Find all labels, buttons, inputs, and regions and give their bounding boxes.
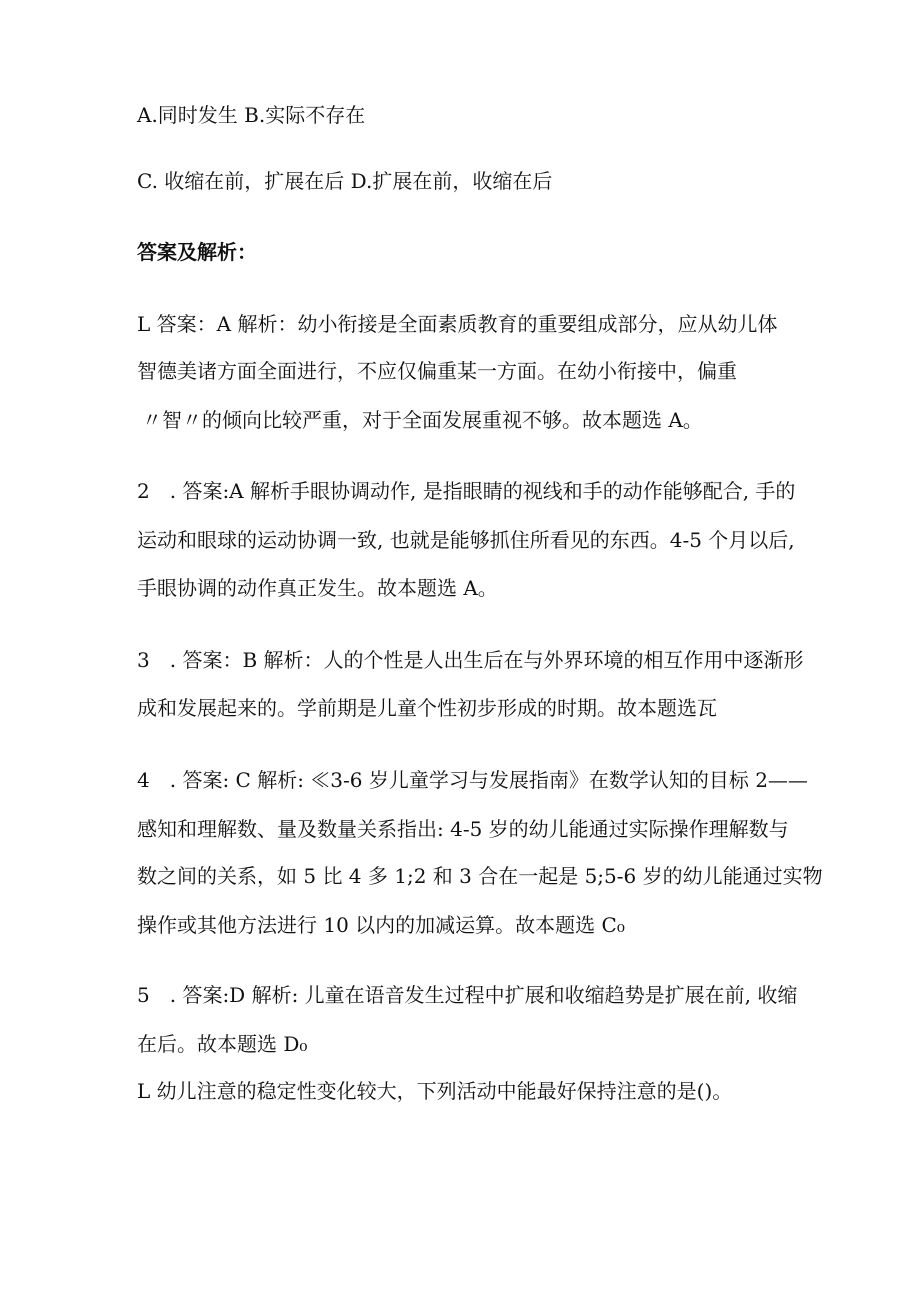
answer-3-line-1: 3 . 答案：B 解析：人的个性是人出生后在与外界环境的相互作用中逐渐形 xyxy=(137,648,804,672)
answer-4-line-2: 感知和理解数、量及数量关系指出: 4-5 岁的幼儿能通过实际操作理解数与 xyxy=(137,817,789,841)
answer-1-line-2: 智德美诸方面全面进行，不应仅偏重某一方面。在幼小衔接中，偏重 xyxy=(137,359,737,383)
answer-1-line-3: 〃智〃的倾向比较严重，对于全面发展重视不够。故本题选 A。 xyxy=(142,408,703,432)
answer-5-line-1: 5 . 答案:D 解析: 儿童在语音发生过程中扩展和收缩趋势是扩展在前, 收缩 xyxy=(137,983,798,1007)
answer-2-line-3: 手眼协调的动作真正发生。故本题选 A。 xyxy=(137,576,498,600)
next-question-text: L 幼儿注意的稳定性变化较大，下列活动中能最好保持注意的是()。 xyxy=(137,1079,733,1103)
answer-4-line-4: 操作或其他方法进行 10 以内的加减运算。故本题选 C₀ xyxy=(137,913,625,937)
answer-4-line-3: 数之间的关系，如 5 比 4 多 1;2 和 3 合在一起是 5;5-6 岁的幼儿能通过实物 xyxy=(137,864,823,888)
answer-4-line-1: 4 . 答案: C 解析: ≪3-6 岁儿童学习与发展指南》在数学认知的目标 2—— xyxy=(137,768,808,792)
options-line-ab: A.同时发生 B.实际不存在 xyxy=(137,103,366,127)
answer-2-line-2: 运动和眼球的运动协调一致, 也就是能够抓住所看见的东西。4-5 个月以后, xyxy=(137,528,795,552)
answer-5-line-2: 在后。故本题选 D₀ xyxy=(137,1032,308,1056)
answers-heading: 答案及解析： xyxy=(137,240,257,264)
answer-1-line-1: L 答案：A 解析：幼小衔接是全面素质教育的重要组成部分，应从幼儿体 xyxy=(137,312,778,336)
answer-2-line-1: 2 . 答案:A 解析手眼协调动作, 是指眼睛的视线和手的动作能够配合, 手的 xyxy=(137,479,796,503)
answer-3-line-2: 成和发展起来的。学前期是儿童个性初步形成的时期。故本题选瓦 xyxy=(137,696,717,720)
options-line-cd: C. 收缩在前，扩展在后 D.扩展在前，收缩在后 xyxy=(137,169,553,193)
